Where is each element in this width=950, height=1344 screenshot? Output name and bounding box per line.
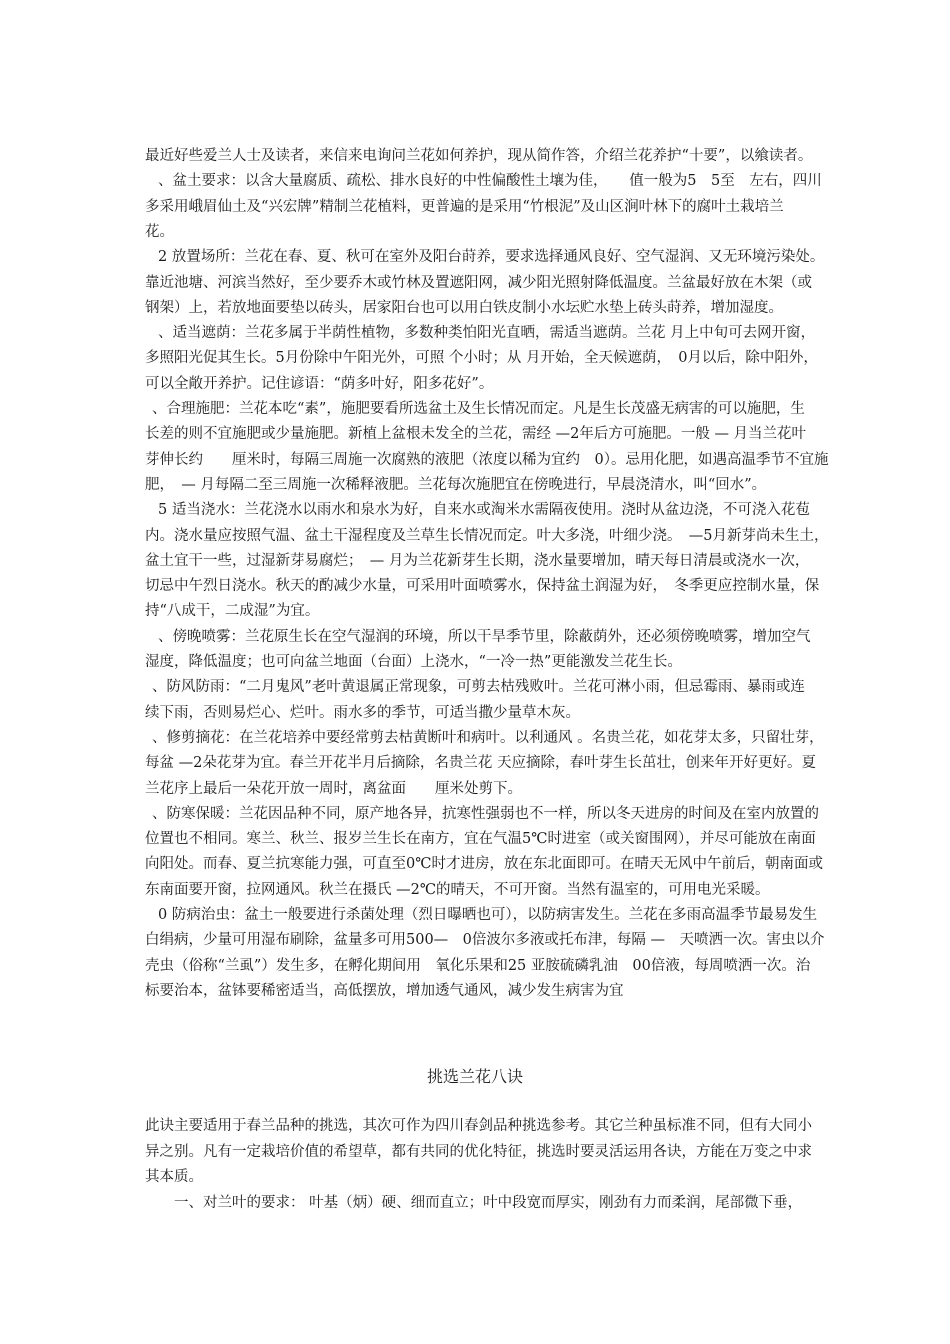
text-line: 钢架）上，若放地面要垫以砖头，居家阳台也可以用白铁皮制小水坛贮水垫上砖头莳养，增加湿度。 [145, 299, 783, 316]
text-line: 续下雨，否则易烂心、烂叶。雨水多的季节，可适当撒少量草木灰。 [145, 704, 580, 721]
text-line: 持“八成干，二成湿”为宜。 [145, 603, 320, 620]
text-line: 盆土宜干一些，过湿新芽易腐烂； — 月为兰花新芽生长期，浇水量要增加，晴天每日清晨或浇水一次， [145, 552, 810, 569]
text-line: 标要治本，盆钵要稀密适当，高低摆放，增加透气通风，减少发生病害为宜 [145, 982, 624, 999]
text-line: 0 防病治虫：盆土一般要进行杀菌处理（烈日曝晒也可），以防病害发生。兰花在多雨高温季节最易发生 [158, 907, 818, 923]
text-line: 向阳处。而春、夏兰抗寒能力强，可直至0℃时才进房，放在东北面即可。在晴天无风中午前后，朝南面或 [145, 856, 823, 873]
text-line: 芽伸长约 厘米时，每隔三周施一次腐熟的液肥（浓度以稀为宜约 0）。忌用化肥，如遇高温季节不宜施 [145, 451, 829, 468]
text-line: 肥， — 月每隔二至三周施一次稀释液肥。兰花每次施肥宜在傍晚进行，早晨浇清水，叫“回水”。 [145, 476, 767, 493]
text-line: 壳虫（俗称“兰虱”）发生多，在孵化期间用 氧化乐果和25 亚胺硫磷乳油 00倍液，每周喷洒一次。治 [145, 957, 811, 974]
text-line: 此诀主要适用于春兰品种的挑选，其次可作为四川春剑品种挑选参考。其它兰种虽标准不同，但有大同小 [145, 1118, 812, 1134]
text-line: 多照阳光促其生长。5月份除中午阳光外，可照 个小时；从 月开始，全天候遮荫， 0月以后，除中阳外， [145, 350, 818, 367]
text-line: 可以全敞开养护。记住谚语：“荫多叶好，阳多花好”。 [145, 375, 494, 392]
text-line: 长差的则不宜施肥或少量施肥。新植上盆根未发全的兰花，需经 —2年后方可施肥。一般 — 月当兰花叶 [145, 426, 807, 443]
text-line: 靠近池塘、河滨当然好，至少要乔木或竹林及置遮阳网，减少阳光照射降低温度。兰盆最好放在木架（或 [145, 274, 812, 291]
text-line: 兰花序上最后一朵花开放一周时，离盆面 厘米处剪下。 [145, 780, 522, 797]
text-line: 、防风防雨：“二月鬼风”老叶黄退属正常现象，可剪去枯残败叶。兰花可淋小雨，但忌霉雨、暴雨或连 [152, 679, 805, 696]
text-line: 位置也不相同。寒兰、秋兰、报岁兰生长在南方，宜在气温5℃时进室（或关窗围网），并尽可能放在南面 [145, 831, 816, 848]
text-line: 、修剪摘花：在兰花培养中要经常剪去枯黄断叶和病叶。以利通风 。名贵兰花，如花芽太多，只留壮芽， [152, 729, 824, 746]
text-line: 内。浇水量应按照气温、盆土干湿程度及兰草生长情况而定。叶大多浇，叶细少浇。 —5月新芽尚未生土， [145, 527, 829, 544]
text-line: 东南面要开窗，拉网通风。秋兰在摄氏 —2℃的晴天，不可开窗。当然有温室的，可用电光采暖。 [145, 881, 770, 898]
text-line: 最近好些爱兰人士及读者，来信来电询问兰花如何养护，现从简作答，介绍兰花养护“十要”，以飨读者。 [145, 148, 813, 164]
text-line: 、适当遮荫：兰花多属于半荫性植物，多数种类怕阳光直晒，需适当遮荫。兰花 月上中旬可去网开窗， [158, 325, 816, 342]
text-line: 湿度，降低温度；也可向盆兰地面（台面）上浇水，“一冷一热”更能激发兰花生长。 [145, 654, 682, 670]
text-line: 切忌中午烈日浇水。秋天的酌减少水量，可采用叶面喷雾水，保持盆土润湿为好， 冬季更应控制水量，保 [145, 578, 820, 595]
section-title: 挑选兰花八诀 [426, 1067, 523, 1086]
text-line: 、盆土要求：以含大量腐质、疏松、排水良好的中性偏酸性土壤为佳， 值一般为5 5至 左右，四川 [158, 173, 822, 190]
text-line: 白绢病，少量可用湿布刷除，盆量多可用500— 0倍波尔多液或托布津，每隔 — 天喷洒一次。害虫以介 [145, 932, 825, 949]
text-line: 一、对兰叶的要求： 叶基（炳）硬、细而直立；叶中段宽而厚实，刚劲有力而柔润，尾部微下垂， [145, 1194, 803, 1211]
text-line: 每盆 —2朵花芽为宜。春兰开花半月后摘除，名贵兰花 天应摘除，春叶芽生长茁壮，创来年开好更好。夏 [145, 755, 816, 772]
text-line: 花。 [145, 223, 174, 240]
text-line: 多采用峨眉仙土及“兴宏牌”精制兰花植料，更普遍的是采用“竹根泥”及山区涧叶林下的腐叶土栽培兰 [145, 198, 784, 215]
text-line: 2 放置场所：兰花在春、夏、秋可在室外及阳台莳养，要求选择通风良好、空气湿润、又无环境污染处。 [158, 249, 825, 266]
text-line: 其本质。 [145, 1169, 203, 1185]
text-line: 、防寒保暖：兰花因品种不同，原产地各异，抗寒性强弱也不一样，所以冬天进房的时间及在室内放置的 [152, 805, 819, 822]
text-line: 、傍晚喷雾：兰花原生长在空气湿润的环境，所以干旱季节里，除蔽荫外，还必须傍晚喷雾，增加空气 [158, 628, 811, 645]
text-line: 、合理施肥：兰花本吃“素”，施肥要看所选盆土及生长情况而定。凡是生长茂盛无病害的可以施肥，生 [152, 401, 805, 417]
text-line: 5 适当浇水：兰花浇水以雨水和泉水为好，自来水或淘米水需隔夜使用。浇时从盆边浇，不可浇入花苞 [158, 502, 810, 519]
text-line: 异之别。凡有一定栽培价值的希望草，都有共同的优化特征，挑选时要灵活运用各诀，方能在万变之中求 [145, 1143, 812, 1160]
